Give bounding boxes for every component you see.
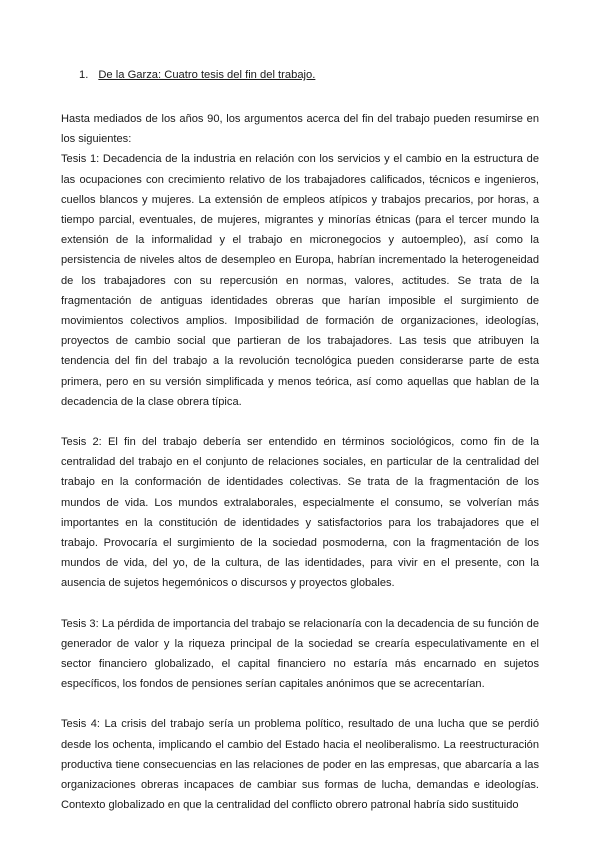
document-page [61,68,539,816]
heading-title: De la Garza: Cuatro tesis del fin del trabajo. [98,69,316,81]
tesis-1-paragraph: Tesis 1: Decadencia de la industria en relación con los servicios y el cambio en la estructura de las ocupaciones con crecimiento relativo de los trabajadores calificados, técnicos e ingenieros, cuellos blancos y mujeres. La extensión de empleos atípicos y trabajos precarios, por horas, a tiempo parcial, eventuales, de mujeres, migrantes y minorías étnicas (para el tercer mundo la extensión de la informalidad y el trabajo en micronegocios y autoempleo), así como la persistencia de niveles altos de desempleo en Europa, habrían incrementado la heterogeneidad de los trabajadores con su repercusión en normas, valores, actitudes. Se trata de la fragmentación de antiguas identidades obreras que harían imposible el surgimiento de movimientos colectivos amplios. Imposibilidad de formación de organizaciones, ideologías, proyectos de cambio social que partieran de los trabajadores. Las tesis que atribuyen la tendencia del fin del trabajo a la revolución tecnológica pueden considerarse parte de esta primera, pero en su versión simplificada y menos teórica, así como aquellas que hablan de la decadencia de la clase obrera típica. [61,153,539,408]
heading-number: 1. [79,69,89,81]
tesis-3-paragraph: Tesis 3: La pérdida de importancia del trabajo se relacionaría con la decadencia de su función de generador de valor y la riqueza principal de la sociedad se crearía especulativamente en el sector financiero globalizado, el capital financiero no estaría más encarnado en sujetos específicos, los fondos de pensiones serían capitales anónimos que se acrecentarían. [61,617,539,691]
tesis-4-paragraph: Tesis 4: La crisis del trabajo sería un problema político, resultado de una lucha que se perdió desde los ochenta, implicando el cambio del Estado hacia el neoliberalismo. La reestructuración productiva tiene consecuencias en las relaciones de poder en las empresas, que abarcaría a las organizaciones obreras incapaces de cambiar sus formas de lucha, demandas e ideologías. Contexto globalizado en que la centralidad del conflicto obrero patronal habría sido sustituido [61,718,539,812]
section-heading [79,68,539,83]
tesis-2-paragraph: Tesis 2: El fin del trabajo debería ser entendido en términos sociológicos, como fin de la centralidad del trabajo en el conjunto de relaciones sociales, en particular de la centralidad del trabajo en la conformación de identidades colectivas. Se trata de la fragmentación de los mundos de vida. Los mundos extralaborales, especialmente el consumo, se volverían más importantes en la constitución de identidades y satisfactorios para los trabajadores que el trabajo. Provocaría el surgimiento de la sociedad posmoderna, con la fragmentación de los mundos de vida, del yo, de la cultura, de las identidades, para vivir en el presente, con la ausencia de sujetos hegemónicos o discursos y proyectos globales. [61,436,539,590]
intro-paragraph: Hasta mediados de los años 90, los argumentos acerca del fin del trabajo pueden resumirse en los siguientes: [61,113,539,146]
